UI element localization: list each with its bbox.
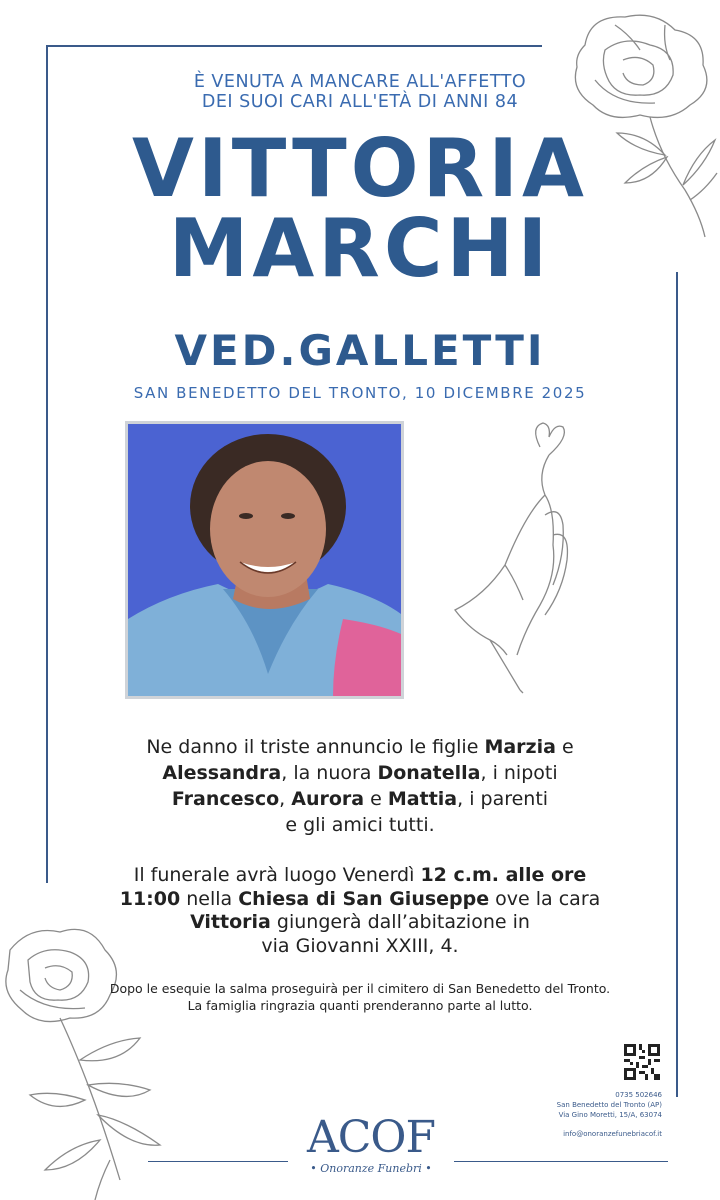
text: , i parenti xyxy=(457,788,549,810)
text: e xyxy=(555,736,574,758)
closing-line: La famiglia ringrazia quanti prenderanno parte al lutto. xyxy=(187,998,533,1013)
contact-address: Via Gino Moretti, 15/A, 63074 xyxy=(558,1111,662,1119)
text: , la nuora xyxy=(281,762,378,784)
contact-email[interactable]: info@onoranzefunebriacof.it xyxy=(563,1130,662,1138)
logo-name: ACOF xyxy=(306,1112,436,1163)
name-bold: Marzia xyxy=(484,736,556,758)
closing-line: Dopo le esequie la salma proseguirà per il cimitero di San Benedetto del Tronto. xyxy=(109,981,611,996)
text: e xyxy=(364,788,388,810)
last-name: MARCHI xyxy=(168,202,552,295)
text: Ne danno il triste annuncio le figlie xyxy=(146,736,485,758)
company-logo xyxy=(296,1112,446,1175)
funeral-text xyxy=(0,864,720,958)
contact-city: San Benedetto del Tronto (AP) xyxy=(556,1101,662,1109)
logo-line-left xyxy=(148,1161,288,1162)
name-bold: Francesco xyxy=(171,788,280,810)
text: , i nipoti xyxy=(480,762,558,784)
announcement-text xyxy=(0,734,720,838)
text: , xyxy=(279,788,292,810)
intro-line: DEI SUOI CARI ALL'ETÀ DI ANNI 84 xyxy=(201,92,519,112)
name-bold: Donatella xyxy=(377,762,481,784)
place-date: SAN BENEDETTO DEL TRONTO, 10 DICEMBRE 2025 xyxy=(133,384,587,402)
time-bold: 11:00 xyxy=(119,887,181,910)
name-bold: Vittoria xyxy=(190,911,271,933)
church-bold: Chiesa di San Giuseppe xyxy=(238,887,490,910)
intro-line: È VENUTA A MANCARE ALL'AFFETTO xyxy=(193,72,527,92)
portrait-illustration xyxy=(128,424,401,696)
text: Il funerale avrà luogo Venerdì xyxy=(133,864,421,886)
text: nella xyxy=(180,887,239,910)
frame-top-line xyxy=(46,45,542,47)
contact-phone: 0735 502646 xyxy=(615,1091,662,1099)
name-bold: Aurora xyxy=(291,788,365,810)
intro-text xyxy=(0,72,720,112)
portrait-photo xyxy=(125,421,404,699)
married-name: VED.GALLETTI xyxy=(174,326,546,375)
text: giungerà dall’abitazione in xyxy=(270,911,530,933)
text: ove la cara xyxy=(489,887,601,910)
date-bold: 12 c.m. alle ore xyxy=(420,864,587,886)
text: via Giovanni XXIII, 4. xyxy=(261,934,459,957)
text: e gli amici tutti. xyxy=(285,814,435,836)
closing-text xyxy=(0,980,720,1014)
name-bold: Mattia xyxy=(387,788,458,810)
logo-subtitle: • Onoranze Funebri • xyxy=(310,1162,432,1175)
qr-code-icon[interactable] xyxy=(624,1044,660,1080)
praying-hands-heart-icon xyxy=(445,415,585,700)
logo-line-right xyxy=(454,1161,668,1162)
first-name: VITTORIA xyxy=(132,122,588,215)
name-bold: Alessandra xyxy=(162,762,282,784)
peony-flower-icon xyxy=(0,920,175,1200)
